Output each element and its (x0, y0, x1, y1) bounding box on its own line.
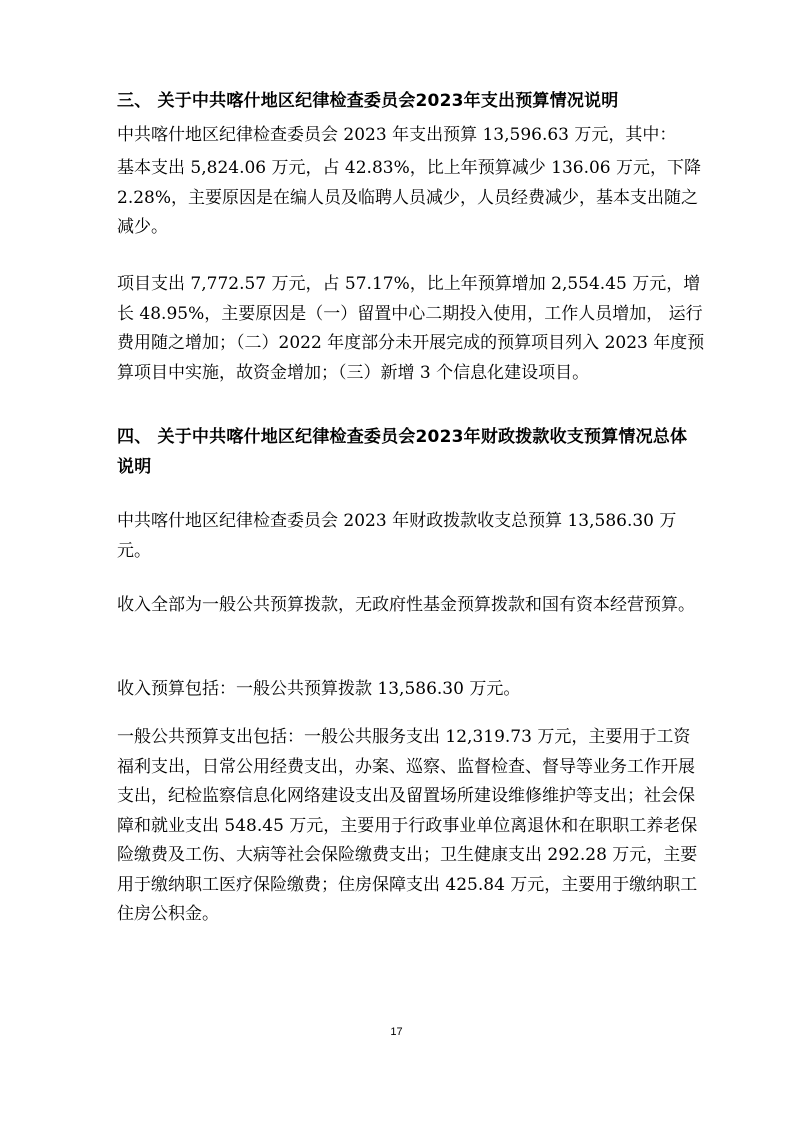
section-3-paragraph-2 (117, 154, 707, 243)
section-3-paragraph-2-text: 基本支出 5,824.06 万元，占 42.83%，比上年预算减少 136.06 万元，下降 2.28%，主要原因是在编人员及临聘人员减少，人员经费减少，基本支出随之减少。 (117, 158, 702, 237)
page-number: 17 (390, 1026, 403, 1038)
section-4-paragraph-1: 中共喀什地区纪律检查委员会 2023 年财政拨款收支总预算 13,586.30 万元。 (117, 511, 677, 561)
section-4-paragraph-3: 收入预算包括：一般公共预算拨款 13,586.30 万元。 (117, 679, 521, 699)
section-4-paragraph-4: 一般公共预算支出包括：一般公共服务支出 12,319.73 万元，主要用于工资福利支出，日常公用经费支出，办案、巡察、监督检查、督导等业务工作开展支出，纪检监察信息化网络建设支出及留置场所建设维修维护等支出；社会保障和就业支出 548.45 万元，主要用于行政事业单位离退休和在职职工养老保险缴费及工伤、大病等社会保险缴费支出；卫生健康支出 292.28 万元，主要用于缴纳职工医疗保险缴费；住房保障支出 425.84 万元，主要用于缴纳职工住房公积金。 (117, 727, 698, 924)
section-4-paragraph-2: 收入全部为一般公共预算拨款，无政府性基金预算拨款和国有资本经营预算。 (117, 595, 695, 615)
section-3-heading: 三、 关于中共喀什地区纪律检查委员会2023年支出预算情况说明 (117, 91, 619, 111)
section-3-paragraph-3-text: 项目支出 7,772.57 万元，占 57.17%，比上年预算增加 2,554.45 万元，增长 48.95%，主要原因是（一）留置中心二期投入使用，工作人员增加， 运行费用随之增加；（二）2022 年度部分未开展完成的预算项目列入 2023 年度预算项目中实施，故资金增加；（三）新增 3 个信息化建设项目。 (117, 274, 705, 383)
section-3-paragraph-3 (117, 270, 707, 388)
section-4-heading: 四、 关于中共喀什地区纪律检查委员会2023年财政拨款收支预算情况总体说明 (117, 427, 688, 477)
section-3-paragraph-1: 中共喀什地区纪律检查委员会 2023 年支出预算 13,596.63 万元，其中： (117, 125, 677, 145)
